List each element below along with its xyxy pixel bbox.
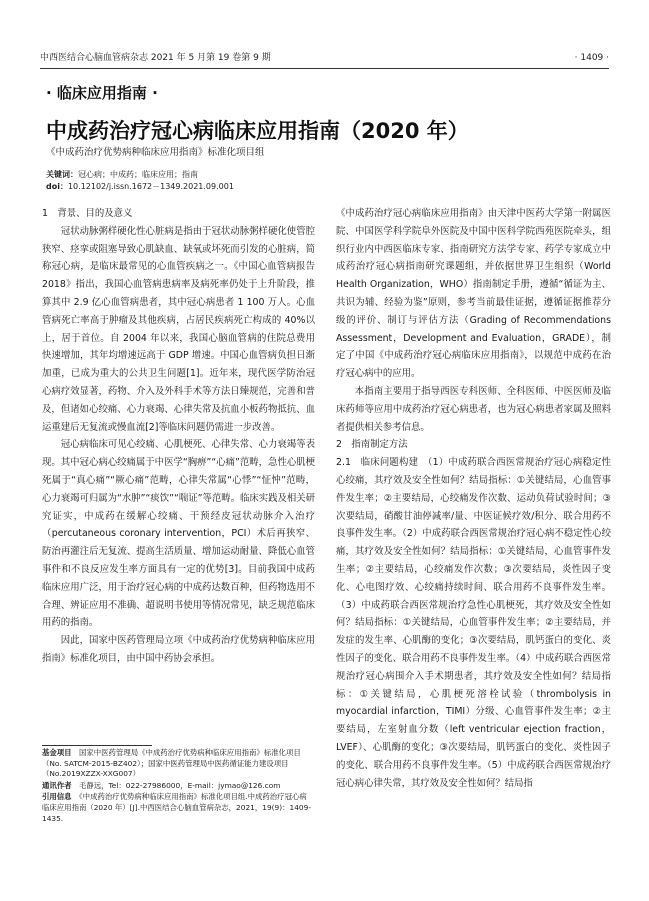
body-paragraph: 本指南主要用于指导西医专科医师、全科医师、中医医师及临床药师等应用中成药治疗冠心病患者，也为冠心病患者家属及照料者提供相关参考信息。 <box>336 385 611 433</box>
body-paragraph: 2.1 临床问题构建 （1）中成药联合西医常规治疗冠心病稳定性心绞痛，其疗效及安全性如何？结局指标：①关键结局，心血管事件发生率；②主要结局，心绞痛发作次数、运动负荷试验时间；③次要结局，硝酸甘油停减率/量、中医证候疗效/积分、联合用药不良事件发生率。（2）中成药联合西医常规治疗冠心病不稳定性心绞痛，其疗效及安全性如何？结局指标：①关键结局，心血管事件发生率；②主要结局，心绞痛发作次数；③次要结局，炎性因子变化、心电图疗效、心绞痛持续时间、联合用药不良事件发生率。（3）中成药联合西医常规治疗急性心肌梗死，其疗效及安全性如何？结局指标：①关键结局，心血管事件发生率；②主要结局，并发症的发生率、心肌酶的变化；③次要结局，肌钙蛋白的变化、炎性因子的变化、联合用药不良事件发生率。（4）中成药联合西医常规治疗冠心病围介入手术期患者，其疗效及安全性如何？结局指标：①关键结局，心肌梗死溶栓试验（thrombolysis in myocardial infarction，TIMI）分级、心血管事件发生率；②主要结局，左室射血分数（left ventricular ejection fraction，LVEF）、心肌酶的变化；③次要结局，肌钙蛋白的变化、炎性因子的变化、联合用药不良事件发生率。（5）中成药联合西医常规治疗冠心病心律失常，其疗效及安全性如何？结局指 <box>336 457 611 789</box>
section-heading: 1 背景、目的及意义 <box>42 208 133 219</box>
doi-label: doi： <box>46 182 68 191</box>
body-paragraph: 冠状动脉粥样硬化性心脏病是指由于冠状动脉粥样硬化使管腔狭窄、痉挛或阻塞导致心肌缺血、缺氧或坏死而引发的心脏病，简称冠心病，是临床最常见的心血管疾病之一。《中国心血管病报告 2018》指出，我国心血管病患病率及病死率仍处于上升阶段，推算其中 2.9 亿心血管病患者，其中冠心病患者 1 100 万人。心血管病死亡率高于肿瘤及其他疾病，占居民疾病死亡构成的 40%以上，居于首位。自 2004 年以来，我国心脑血管病的住院总费用快速增加，其年均增速远高于 GDP 增速。中国心血管病负担日渐加重，已成为重大的公共卫生问题[1]。近年来，现代医学防治冠心病疗效显著，药物、介入及外科手术等方法日臻规范，完善和普及，但诸如心绞痛、心力衰竭、心律失常及抗血小板药物抵抗、血运重建后无复流或慢血流[2]等临床问题仍需进一步改善。 <box>42 225 315 433</box>
keywords-value: 冠心病；中成药；临床应用；指南 <box>78 170 198 179</box>
left-column <box>42 205 315 668</box>
footnote-text: 《中成药治疗优势病种临床应用指南》标准化项目组.中成药治疗冠心病临床应用指南（2020 年）[J].中西医结合心脑血管病杂志，2021，19(9)：1409-1435. <box>42 792 311 823</box>
footnote-rule <box>42 745 152 746</box>
body-paragraph: 冠心病临床可见心绞痛、心肌梗死、心律失常、心力衰竭等表现。其中冠心病心绞痛属于中医学“胸痹”“心痛”范畴，急性心肌梗死属于“真心痛”“厥心痛”范畴，心律失常属“心悸”“怔忡”范畴，心力衰竭可归属为“水肿”“痰饮”“喘证”等范畴。临床实践及相关研究证实，中成药在缓解心绞痛、干预经皮冠状动脉介入治疗（percutaneous coronary intervention，PCI）术后再狭窄、防治再灌注后无复流、提高生活质量、增加运动耐量、降低心血管事件和不良反应发生率方面具有一定的优势[3]。目前我国中成药临床应用广泛，用于治疗冠心病的中成药达数百种，但药物选用不合理、辨证应用不准确、超说明书使用等情况常见，缺乏规范临床用药的指南。 <box>42 439 315 629</box>
footnote-text: 国家中医药管理局《中成药治疗优势病种临床应用指南》标准化项目（No. SATCM-2015-BZ402）；国家中医药管理局中医药循证能力建设项目（No.2019XZZX-XXG007） <box>42 748 301 779</box>
footnote-label: 基金项目 <box>42 748 72 757</box>
doi-line <box>46 181 234 192</box>
page-number: · 1409 · <box>574 53 609 63</box>
header-rule <box>40 68 609 69</box>
keywords-label: 关键词： <box>46 170 78 179</box>
right-column <box>336 205 611 792</box>
footnote-label: 通讯作者 <box>42 780 72 790</box>
section-tag: · 临床应用指南 · <box>46 84 158 102</box>
body-paragraph: 《中成药治疗冠心病临床应用指南》由天津中医药大学第一附属医院、中国医学科学院阜外医院及中国中医科学院西苑医院牵头，组织行业内中西医临床专家、指南研究方法学专家、药学专家成立中成药治疗冠心病指南研究课题组，并依据世界卫生组织（World Health Organization，WHO）指南制定手册，遵循“循证为主、共识为辅、经验为鉴”原则，参考当前最佳证据，遵循证据推荐分级的评价、制订与评估方法（Grading of Recommendations Assessment，Development and Evaluation，GRADE），制定了中国《中成药治疗冠心病临床应用指南》，以规范中成药在治疗冠心病中的应用。 <box>336 208 611 380</box>
section-heading: 2 指南制定方法 <box>336 439 408 451</box>
article-subtitle: 《中成药治疗优势病种临床应用指南》标准化项目组 <box>46 147 265 158</box>
running-header <box>40 51 609 65</box>
footnote-text: 毛静远，Tel：022-27986000，E-mail：jymao@126.com <box>78 780 281 790</box>
keywords-line <box>46 169 198 180</box>
doi-value: 10.12102/j.issn.1672－1349.2021.09.001 <box>67 182 234 191</box>
footnote-correspondence <box>42 781 312 792</box>
journal-header: 中西医结合心脑血管病杂志 2021 年 5 月第 19 卷第 9 期 <box>40 53 271 63</box>
footnote-citation <box>42 792 312 824</box>
article-title: 中成药治疗冠心病临床应用指南（2020 年） <box>46 119 469 143</box>
footnote-label: 引用信息 <box>42 792 72 802</box>
body-paragraph: 因此，国家中医药管理局立项《中成药治疗优势病种临床应用指南》标准化项目，由中国中药协会承担。 <box>42 635 315 664</box>
footnotes <box>42 748 312 825</box>
footnote-funding <box>42 748 312 780</box>
